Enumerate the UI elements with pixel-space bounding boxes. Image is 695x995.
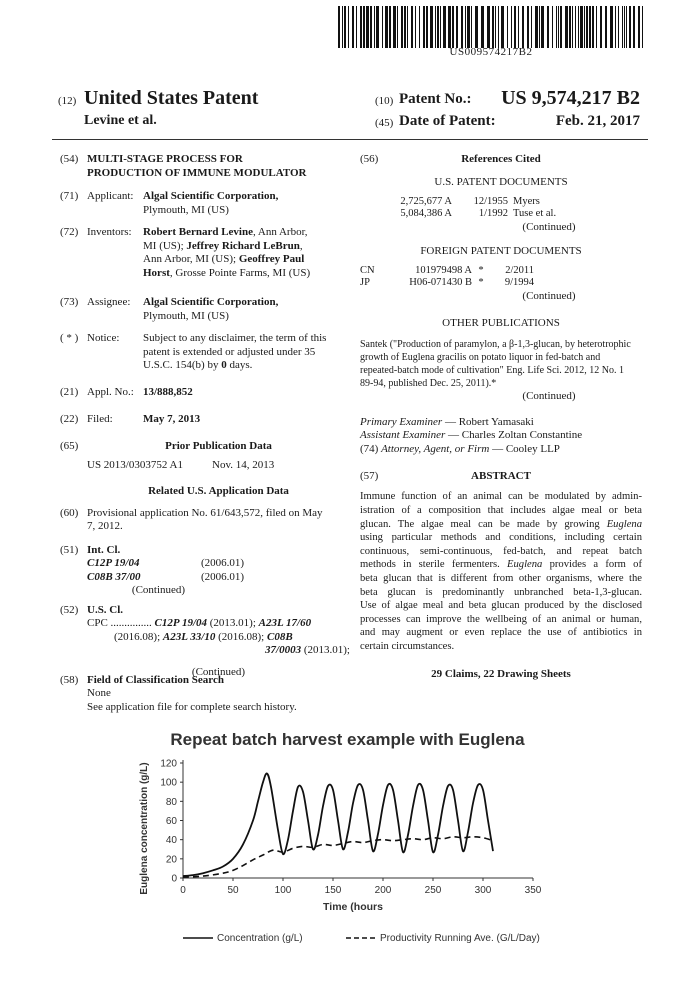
other-pub-line-2: growth of Euglena gracilis on potato liquor in fed-batch and [360, 351, 601, 363]
related-heading: Related U.S. Application Data [148, 485, 289, 497]
code-54: (54) [60, 153, 79, 165]
abstract-text [360, 490, 642, 653]
assistant-examiner-label: Assistant Examiner [360, 429, 446, 442]
code-56: (56) [360, 153, 379, 165]
foreign-doc-star: * [478, 277, 484, 289]
inventor-2-loc: Ann Arbor, MI (US); [143, 253, 239, 266]
title-field [60, 153, 350, 181]
foreign-docs-continued: (Continued) [522, 289, 576, 302]
code-21: (21) [60, 386, 79, 398]
abstract-line [360, 586, 642, 600]
abstract-text-run: provides a form of [542, 559, 643, 571]
abstract-text-run: using particular methods and conditions, including certain [360, 532, 642, 544]
abstract-italic: Euglena [507, 559, 543, 571]
code-72: (72) [60, 226, 79, 238]
primary-examiner: — Robert Yamasaki [442, 415, 534, 428]
us-doc-row [360, 208, 642, 221]
assignee-city: Plymouth, MI (US) [143, 309, 229, 322]
code-60: (60) [60, 506, 79, 519]
abstract-line [360, 518, 642, 532]
other-pubs-text [360, 338, 642, 390]
abstract-text-run: glucan. The algae meal can be made by growing [360, 518, 607, 530]
patent-number: US 9,574,217 B2 [501, 87, 640, 109]
date-label: Date of Patent: [399, 113, 496, 129]
other-pub-line-4: 89-94, published Dec. 25, 2011).* [360, 377, 497, 389]
productivity-line [183, 837, 493, 877]
examiners [360, 416, 642, 457]
code-52: (52) [60, 603, 79, 616]
foreign-doc-row [360, 265, 642, 278]
cpc-label: CPC ............... [87, 617, 152, 630]
abstract-heading-row [360, 470, 642, 484]
appl-number: 13/888,852 [143, 386, 193, 398]
inventor-3-surname: Horst [143, 266, 170, 279]
code-65: (65) [60, 440, 79, 452]
us-cl-label: U.S. Cl. [87, 603, 124, 616]
cpc-5-date: (2013.01); [301, 644, 350, 657]
appl-label: Appl. No.: [87, 386, 134, 398]
x-axis-label: Time (hours [323, 901, 383, 913]
foreign-doc-row [360, 277, 642, 290]
prior-pub-date: Nov. 14, 2013 [212, 459, 275, 471]
inventors-field [60, 226, 350, 282]
abstract-line [360, 504, 642, 518]
other-pub-line-1: Santek ("Production of paramylon, a β-1,3-glucan, by heterotrophic [360, 338, 631, 350]
code-12: (12) [58, 95, 77, 107]
title-line-1: MULTI-STAGE PROCESS FOR [87, 153, 243, 165]
primary-examiner-label: Primary Examiner [360, 415, 443, 428]
filed-date: May 7, 2013 [143, 413, 201, 425]
y-tick-label: 20 [165, 854, 177, 866]
barcode [338, 6, 644, 48]
foreign-doc-cc: JP [360, 277, 370, 289]
notice-line-3: U.S.C. 154(b) by [143, 359, 222, 372]
us-doc-name: Tuse et al. [513, 208, 557, 220]
code-45: (45) [375, 117, 394, 129]
y-tick-label: 120 [160, 758, 177, 770]
attorney-label: Attorney, Agent, or Firm [381, 442, 490, 455]
foreign-doc-cc: CN [360, 264, 375, 276]
us-doc-num: 2,725,677 A [400, 195, 452, 207]
inventor-2: Jeffrey Richard LeBrun [186, 239, 300, 252]
cpc-1: C12P 19/04 [154, 617, 208, 630]
inventor-1: Robert Bernard Levine [143, 226, 253, 238]
prior-pub-heading-row [60, 440, 350, 454]
us-cl-continued: (Continued) [191, 665, 246, 678]
code-51: (51) [60, 543, 79, 556]
applicant-field [60, 190, 350, 218]
document-type: United States Patent [84, 87, 259, 109]
int-cl-field [60, 544, 350, 600]
abstract-line [360, 640, 642, 654]
us-cl-field [60, 603, 350, 678]
prior-pub-number: US 2013/0303752 A1 [87, 459, 183, 471]
refs-heading-row [360, 153, 642, 167]
cpc-2: A23L 17/60 [258, 617, 312, 630]
patent-no-label: Patent No.: [399, 91, 472, 107]
int-cl-2: C08B 37/00 [87, 570, 141, 583]
code-74: (74) [360, 442, 382, 455]
prior-pub-heading: Prior Publication Data [165, 440, 272, 452]
abstract-line [360, 490, 642, 504]
abstract-text-run: and may augment or even replace the use of antibiotics in [360, 627, 642, 639]
assignee-label: Assignee: [87, 296, 131, 308]
x-tick-label: 300 [474, 885, 492, 896]
title-line-2: PRODUCTION OF IMMUNE MODULATOR [87, 166, 307, 179]
code-10: (10) [375, 95, 394, 107]
abstract-line [360, 626, 642, 640]
inventor-3: Geoffrey Paul [238, 253, 305, 266]
int-cl-1-date: (2006.01) [201, 557, 245, 570]
appl-field [60, 386, 350, 400]
x-tick-label: 50 [227, 885, 239, 896]
inventor-2-comma: , [299, 239, 303, 252]
concentration-line [183, 773, 493, 876]
provisional-line-2: 7, 2012. [87, 520, 123, 533]
y-tick-label: 60 [165, 816, 177, 827]
attorney: — Cooley LLP [489, 442, 560, 455]
foreign-doc-date: 2/2011 [505, 264, 534, 276]
abstract-text-run: beta glucan that is different from other organisms, where the [360, 572, 642, 584]
abstract-text-run: istration of a composition that includes algae meal or beta [360, 504, 642, 516]
abstract-line [360, 613, 642, 627]
abstract-text-run: beta glucan is predominantly unbranched beta-1,3-glucan. [360, 586, 642, 598]
int-cl-2-date: (2006.01) [201, 570, 245, 583]
field-search [60, 674, 350, 716]
code-58: (58) [60, 673, 79, 686]
us-docs-continued: (Continued) [522, 220, 576, 233]
legend-label: Concentration (g/L) [217, 933, 303, 944]
us-doc-date: 1/1992 [478, 208, 508, 220]
x-tick-label: 350 [524, 885, 542, 896]
y-tick-label: 0 [171, 873, 177, 885]
barcode-number: US009574217B2 [449, 46, 533, 58]
abstract-line [360, 572, 642, 586]
claims-summary: 29 Claims, 22 Drawing Sheets [431, 668, 571, 681]
y-tick-label: 100 [160, 777, 177, 789]
abstract-text-run: certain circumstances. [360, 640, 455, 652]
foreign-doc-num: H06-071430 B [409, 277, 472, 289]
filed-label: Filed: [87, 413, 113, 425]
other-pubs-continued: (Continued) [522, 389, 576, 402]
abstract-heading: ABSTRACT [471, 470, 531, 483]
int-cl-1: C12P 19/04 [87, 557, 140, 570]
foreign-doc-star: * [478, 264, 484, 276]
x-tick-label: 200 [374, 885, 392, 896]
field-search-none: None [87, 687, 111, 700]
us-doc-star [452, 196, 466, 209]
cpc-3: A23L 33/10 [162, 630, 216, 643]
cpc-4: C08B [267, 630, 293, 643]
abstract-line [360, 558, 642, 572]
abstract-text-run: continuous, semi-continuous, fed-batch, and repeat batch [360, 545, 642, 557]
us-doc-star [452, 208, 466, 221]
notice-days: 0 [221, 359, 227, 372]
other-pubs-heading: OTHER PUBLICATIONS [442, 317, 560, 330]
us-doc-row [360, 196, 642, 209]
field-search-label: Field of Classification Search [87, 673, 224, 686]
int-cl-label: Int. Cl. [87, 543, 121, 556]
foreign-docs-list [360, 265, 642, 290]
abstract-text-run: Immune function of an animal can be modulated by admin- [360, 491, 642, 503]
cpc-1-date: (2013.01); [207, 617, 259, 630]
abstract-italic: Euglena [606, 518, 642, 530]
notice-label: Notice: [87, 332, 120, 344]
provisional-line-1: Provisional application No. 61/643,572, filed on May [87, 506, 323, 519]
abstract-line [360, 531, 642, 545]
assignee-name: Algal Scientific Corporation, [143, 296, 279, 308]
x-tick-label: 250 [424, 885, 442, 896]
y-axis-label: Euglena concentration (g/L) [139, 762, 150, 895]
cpc-2-date: (2016.08); [114, 630, 163, 643]
legend-label: Productivity Running Ave. (G/L/Day) [380, 933, 540, 944]
applicant-name: Algal Scientific Corporation, [143, 190, 279, 202]
us-docs-heading: U.S. PATENT DOCUMENTS [434, 176, 568, 188]
abstract-text-run: methods in sterile fermenters. [360, 559, 508, 571]
patent-date: Feb. 21, 2017 [555, 113, 640, 129]
inventor-1-loc: , Ann Arbor, [252, 226, 308, 238]
us-docs-list [360, 196, 642, 221]
refs-heading: References Cited [461, 153, 541, 165]
notice-line-2: patent is extended or adjusted under 35 [143, 345, 316, 358]
code-22: (22) [60, 413, 79, 425]
code-71: (71) [60, 190, 79, 202]
assignee-field [60, 296, 350, 324]
foreign-doc-date: 9/1994 [504, 277, 534, 289]
applicant-label: Applicant: [87, 190, 134, 202]
header-rule [52, 139, 648, 140]
inventors-label: Inventors: [87, 226, 132, 238]
code-57: (57) [360, 470, 379, 483]
prior-pub-row [60, 459, 350, 473]
notice-days-unit: days. [226, 359, 253, 372]
x-tick-label: 100 [274, 885, 292, 896]
abstract-text-run: processes can improve the wellbeing of an animal or human, [360, 613, 642, 625]
abstract-line [360, 599, 642, 613]
inventor-3-loc: , Grosse Pointe Farms, MI (US) [169, 266, 311, 279]
assistant-examiner: — Charles Zoltan Constantine [445, 429, 583, 442]
us-doc-num: 5,084,386 A [400, 208, 452, 220]
chart [0, 750, 695, 995]
notice-field [60, 332, 350, 374]
us-doc-date: 12/1955 [473, 195, 508, 207]
us-doc-name: Myers [513, 195, 540, 207]
inventors-short: Levine et al. [84, 113, 157, 128]
x-tick-label: 0 [180, 885, 186, 896]
abstract-line [360, 545, 642, 559]
cpc-5: 37/0003 [265, 644, 302, 657]
other-pub-line-3: repeated-batch mode of cultivation" Eng. Life Sci. 2012, 12 No. 1 [360, 364, 625, 376]
applicant-city: Plymouth, MI (US) [143, 203, 229, 216]
y-tick-label: 40 [165, 835, 177, 847]
notice-line-1: Subject to any disclaimer, the term of this [143, 332, 327, 344]
field-search-note: See application file for complete search history. [87, 700, 297, 713]
inventor-1-state: MI (US); [143, 239, 187, 252]
code-star: ( * ) [60, 332, 79, 344]
x-tick-label: 150 [324, 885, 342, 896]
int-cl-continued: (Continued) [131, 584, 186, 597]
cpc-3-date: (2016.08); [215, 630, 267, 643]
foreign-docs-heading: FOREIGN PATENT DOCUMENTS [420, 245, 582, 258]
left-column [60, 153, 350, 716]
abstract-text-run: Use of algae meal and beta glucan produced by the disclosed [360, 600, 642, 612]
code-73: (73) [60, 296, 79, 308]
right-column [360, 153, 642, 682]
y-tick-label: 80 [165, 796, 177, 808]
foreign-doc-num: 101979498 A [415, 264, 472, 276]
filed-field [60, 413, 350, 427]
chart-title: Repeat batch harvest example with Euglena [170, 730, 525, 749]
provisional-field [60, 507, 350, 535]
